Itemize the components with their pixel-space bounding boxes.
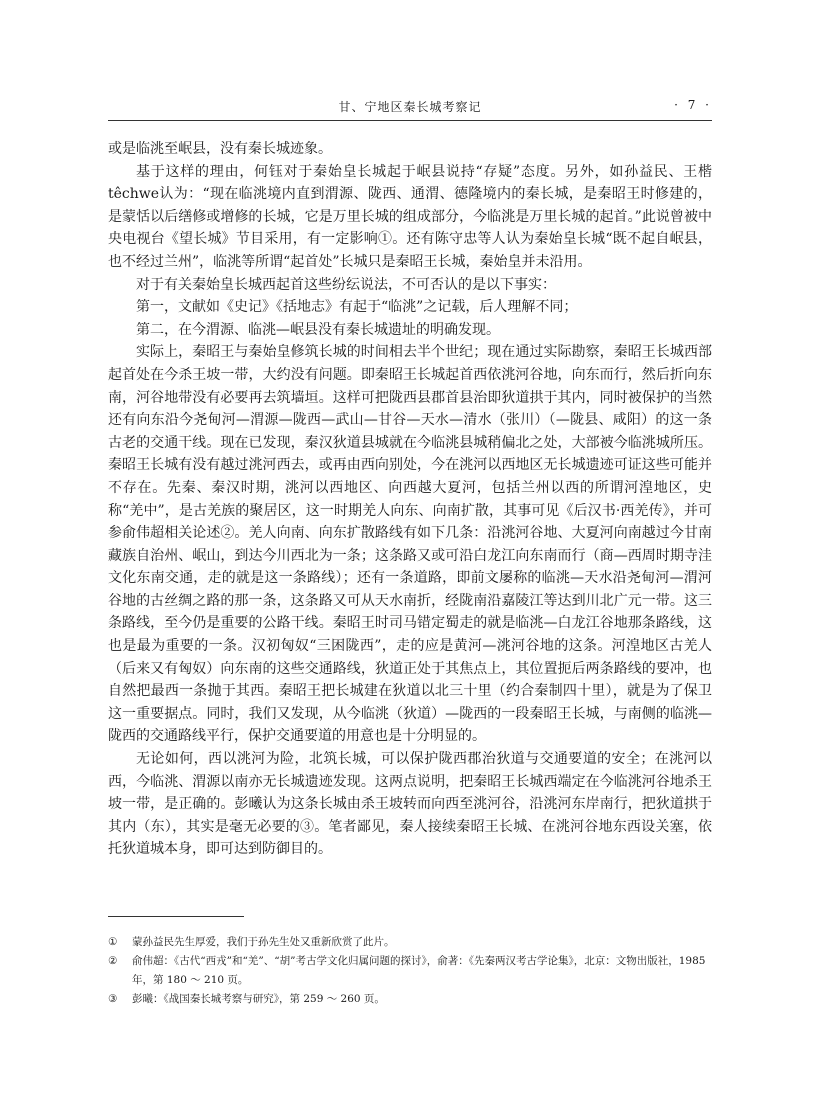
page-number: · 7 · [674,98,712,112]
footnotes [108,933,712,1010]
paragraph: 实际上，秦昭王与秦始皇修筑长城的时间相去半个世纪；现在通过实际勘察，秦昭王长城西部起首处在今杀王坡一带，大约没有问题。即秦昭王长城起首西依洮河谷地，向东而行，然后折向东南，河谷地带没有必要再去筑墙垣。这样可把陇西县郡首县治即狄道拱于其内，同时被保护的当然还有向东沿今尧甸河—渭源—陇西—武山—甘谷—天水—清水（张川）（—陇县、咸阳）的这一条古老的交通干线。现在已发现，秦汉狄道县城就在今临洮县城稍偏北之处，大部被今临洮城所压。秦昭王长城有没有越过洮河西去，或再由西向别处，今在洮河以西地区无长城遗迹可证这些可能并不存在。先秦、秦汉时期，洮河以西地区、向西越大夏河，包括兰州以西的所谓河湟地区，史称“羌中”，是古羌族的聚居区，这一时期羌人向东、向南扩散，其事可见《后汉书·西羌传》，并可参俞伟超相关论述②。羌人向南、向东扩散路线有如下几条：沿洮河谷地、大夏河向南越过今甘南藏族自治州、岷山，到达今川西北为一条；这条路又或可沿白龙江向东南而行（商—西周时期寺洼文化东南交通，走的就是这一条路线）；还有一条道路，即前文屡称的临洮—天水沿尧甸河—渭河谷地的古丝绸之路的那一条，这条路又可从天水南折，经陇南沿嘉陵江等达到川北广元一带。这三条路线，至今仍是重要的公路干线。秦昭王时司马错定蜀走的就是临洮—白龙江谷地那条路线，这也是最为重要的一条。汉初匈奴“三困陇西”，走的应是黄河—洮河谷地的这条。河湟地区古羌人（后来又有匈奴）向东南的这些交通路线，狄道正处于其焦点上，其位置扼后两条路线的要冲，也自然把最西一条抛于其西。秦昭王把长城建在狄道以北三十里（约合秦制四十里），就是为了保卫这一重要据点。同时，我们又发现，从今临洮（狄道）—陇西的一段秦昭王长城，与南侧的临洮—陇西的交通路线平行，保护交通要道的用意也是十分明显的。 [108,344,712,745]
footnote-divider [108,916,244,917]
main-text [108,138,712,861]
paragraph: 基于这样的理由，何钰对于秦始皇长城起于岷县说持“存疑”态度。另外，如孙益民、王楷têchwe认为：“现在临洮境内直到渭源、陇西、通渭、德隆境内的秦长城，是秦昭王时修建的，是蒙恬以后缮修或增修的长城，它是万里长城的组成部分，今临洮是万里长城的起首。”此说曾被中央电视台《望长城》节目采用，有一定影响①。还有陈守忠等人认为秦始皇长城“既不起自岷县，也不经过兰州”，临洮等所谓“起首处”长城只是秦昭王长城，秦始皇并未沿用。 [108,163,712,270]
paragraph: 无论如何，西以洮河为险，北筑长城，可以保护陇西郡治狄道与交通要道的安全；在洮河以西，今临洮、渭源以南亦无长城遗迹发现。这两点说明，把秦昭王长城西端定在今临洮河谷地杀王坡一带，是正确的。彭曦认为这条长城由杀王坡转而向西至洮河谷，沿洮河东岸南行，把狄道拱于其内（东），其实是毫无必要的③。笔者鄙见，秦人接续秦昭王长城、在洮河谷地东西设关塞，依托狄道城本身，即可达到防御目的。 [108,751,712,858]
running-header-title: 甘、宁地区秦长城考察记 [338,100,482,114]
running-header [108,94,712,120]
paragraph: 第二，在今渭源、临洮—岷县没有秦长城遗址的明确发现。 [136,321,500,338]
footnote-mark: ③ [108,993,118,1006]
footnote [108,990,712,1008]
footnote [108,933,712,951]
paragraph: 第一，文献如《史记》《括地志》有起于“临洮”之记载，后人理解不同； [136,299,578,316]
footnote-mark: ② [108,955,118,968]
footnote-text: 俞伟超：《古代“西戎”和“羌”、“胡”考古学文化归属问题的探讨》，俞著：《先秦两汉考古学论集》，北京：文物出版社，1985年，第 180 ～ 210 页。 [132,955,706,986]
paragraph-continuation: 或是临洮至岷县，没有秦长城迹象。 [108,141,332,157]
footnote [108,952,712,989]
footnote-mark: ① [108,936,118,948]
footnote-text: 彭曦：《战国秦长城考察与研究》，第 259 ～ 260 页。 [132,993,385,1006]
header-divider [108,120,712,121]
paragraph: 对于有关秦始皇长城西起首这些纷纭说法，不可否认的是以下事实： [136,276,556,293]
footnote-text: 蒙孙益民先生厚爱，我们于孙先生处又重新欣赏了此片。 [132,936,395,948]
